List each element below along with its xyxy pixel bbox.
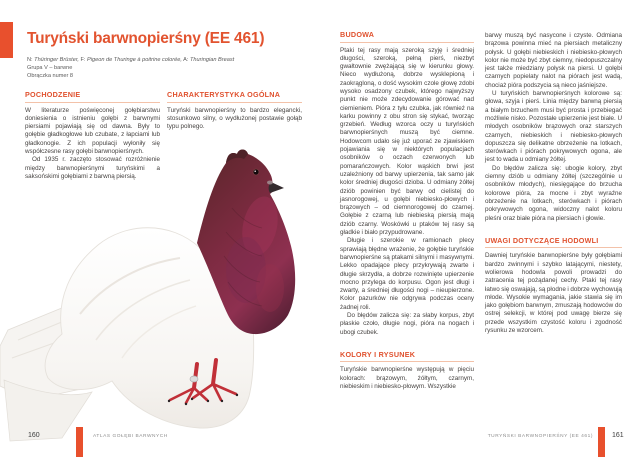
paragraph: U turyńskich barwnopierśnych kolorowe są: głowa, szyja i pierś. Linia między barwną piersią a białym brzuchem musi być prosta i przebiegać możliwie nisko. Pozostałe upierzenie jest białe. U młodych osobników brązowych oraz starszych czarnych, niebieskich i niebiesko-płowych dopuszcza się delikatne obrzeżenie na lotkach, sterówkach i piórach pokrywowych ogona, ale jest to wada u odmiany żółtej. <box>485 90 622 164</box>
paragraph: Długie i szerokie w ramionach plecy sprawiają błędne wrażenie, że gołębie turyńskie barwnopierśne są ptakami silnymi i masywnymi. Lekko opadające plecy przykrywają zwarte i długie skrzydła, a dobrze rozwinięte upierzenie mocno przylega do korpusu. Ogon jest długi i zwarty, a średniej długości nogi – nieupierzone. Kolor pazurków nie odgrywa podczas oceny żadnej roli. <box>340 237 474 311</box>
chapter-tab <box>0 22 13 58</box>
paragraph: Turyńskie barwnopierśne występują w pięciu kolorach: brązowym, żółtym, czarnym, niebieskim i niebiesko-płowym. Wszystkie <box>340 366 474 390</box>
breed-names-line <box>27 56 327 64</box>
name-a-value: Thuringian Breast <box>190 57 235 63</box>
paragraph: Ptaki tej rasy mają szeroką szyję i średniej długości, szeroką, pełną pierś, niezbyt gwałtownie zwężającą się w kierunku głowy. Nieco wydłużoną, dobrze wysklepioną i zaokrągloną, o dość wysokim czole głowę zdobi wysoko osadzony czubek, którego najwyższy punkt nie może zdecydowanie górować nad ciemieniem. Pióra z tyłu czubka, jak również na karku powinny z obu stron się stykać, tworząc grzebień. Według wzorca oczy u turyńskich barwnopierśnych muszą być ciemne. Hodowcom udało się już uporać ze zjawiskiem pojawiania się w niektórych populacjach osobników o oczach czerwonych lub pomarańczowych. Kolor wąskich brwi jest uzależniony od barwy upierzenia, tak samo jak kolor średniej długości dzioba. U odmiany żółtej dziób powinien być barwy od cielistej do jasnorogowej, u gołębi niebiesko-płowych i brązowych – od ciemnorogowej do czarnej. Gołębie z czarną lub niebieską piersią mają dziób czarny. Woskówki u ptaków tej rasy są gładkie i biało przypudrowane. <box>340 46 474 237</box>
paragraph: barwy muszą być nasycone i czyste. Odmiana brązowa powinna mieć na piersiach metaliczny połysk. U gołębi niebieskich i niebiesko-płowych kolor nie może być zbyt ciemny, niedopuszczalny jest także miedziany połysk na piersi. U gołębi czarnych popielaty nalot na piórach jest wadą, chociaż pióra podszycia są nieco jaśniejsze. <box>485 32 622 89</box>
section-header-uwagi: UWAGI DOTYCZĄCE HODOWLI <box>485 236 622 249</box>
section-header-budowa: BUDOWA <box>340 30 474 43</box>
group-line: Grupa V – barwne <box>27 65 73 72</box>
pigeon-illustration <box>0 148 335 446</box>
footer-accent-bar-left <box>76 427 83 457</box>
breed-names-block <box>27 56 327 80</box>
colors-breeding-column <box>485 30 622 391</box>
paragraph: Do błędów zalicza się: ubogie kolory, zbyt ciemny dziób u odmiany żółtej (szczególnie u osobników młodych), niesięgające do brzucha kolorowe pióra, za mocne i zbyt wyraźne obrzeżenie na lotkach, sterówkach i piórach pokrywowych ogona, widoczny nalot koloru pleśni oraz białe pióra na piersiach i głowie. <box>485 164 622 222</box>
section-header-charakterystyka: CHARAKTERYSTYKA OGÓLNA <box>167 90 302 103</box>
leg-ring-band <box>190 376 198 382</box>
paragraph: Do błędów zalicza się: za słaby korpus, zbyt płaskie czoło, długie nogi, pióra na nogach i ubogi czubek. <box>340 312 474 336</box>
paragraph: Turyński barwnopierśny to bardzo elegancki, stosunkowo silny, o wydłużonej postawie gołąb typu polnego. <box>167 106 302 131</box>
section-header-kolory: KOLORY I RYSUNEK <box>340 350 474 363</box>
page-title: Turyński barwnopierśny (EE 461) <box>27 30 265 48</box>
paragraph: Dawniej turyńskie barwnopierśne były gołębiami bardzo zwinnymi i szybko latającymi, niestety, wolierowa hodowla powoli prowadzi do zatracenia tej pożądanej cechy. Ptaki tej rasy łatwo się oswajają, są płodne i dobrze wychowują młode. Wysokie wymagania, jakie stawia się im jako gołębiom barwnym, zmuszają hodowców do ostrej selekcji, w której pod uwagę bierze się przede wszystkim czystość koloru i zgodność rysunku ze wzorcem. <box>485 252 622 334</box>
pigeon-beak <box>267 181 284 194</box>
ring-line: Obrączka numer 8 <box>27 73 74 80</box>
footer-accent-bar-right <box>598 427 605 457</box>
paragraph: Od 1935 r. zaczęto stosować rozróżnienie między barwnopierśnymi turyńskimi a saksońskimi gołębiami z barwną piersią. <box>25 156 160 180</box>
left-page-number: 160 <box>28 432 40 439</box>
right-page-number: 161 <box>612 432 624 439</box>
build-column <box>340 30 474 391</box>
paragraph: W literaturze poświęconej gołębiarstwu doniesienia o istnieniu gołębi z barwnymi piersiami pojawiają się od dawna. Były to gołębie gładkogłowe lub czubate, z łapciami lub gładkonogie. Z ich populacji wyłoniły się współczesne rasy gołębi barwnopierśnych. <box>25 106 160 155</box>
name-f-value: Pigeon de Thuringe à poitrine colorée, <box>87 57 182 63</box>
pigeon-eye <box>253 169 260 176</box>
section-header-pochodzenie: POCHODZENIE <box>25 90 160 103</box>
name-a-label: A: <box>183 57 189 63</box>
name-f-label: F: <box>80 57 86 63</box>
left-footer-label: ATLAS GOŁĘBI BARWNYCH <box>93 434 168 439</box>
pigeon-photo <box>0 148 335 446</box>
right-page-columns <box>340 30 622 391</box>
right-footer-label: TURYŃSKI BARWNOPIERŚNY (EE 461) <box>487 434 593 439</box>
name-n-label: N: <box>27 57 33 63</box>
name-n-value: Thüringer Brüster, <box>34 57 79 63</box>
